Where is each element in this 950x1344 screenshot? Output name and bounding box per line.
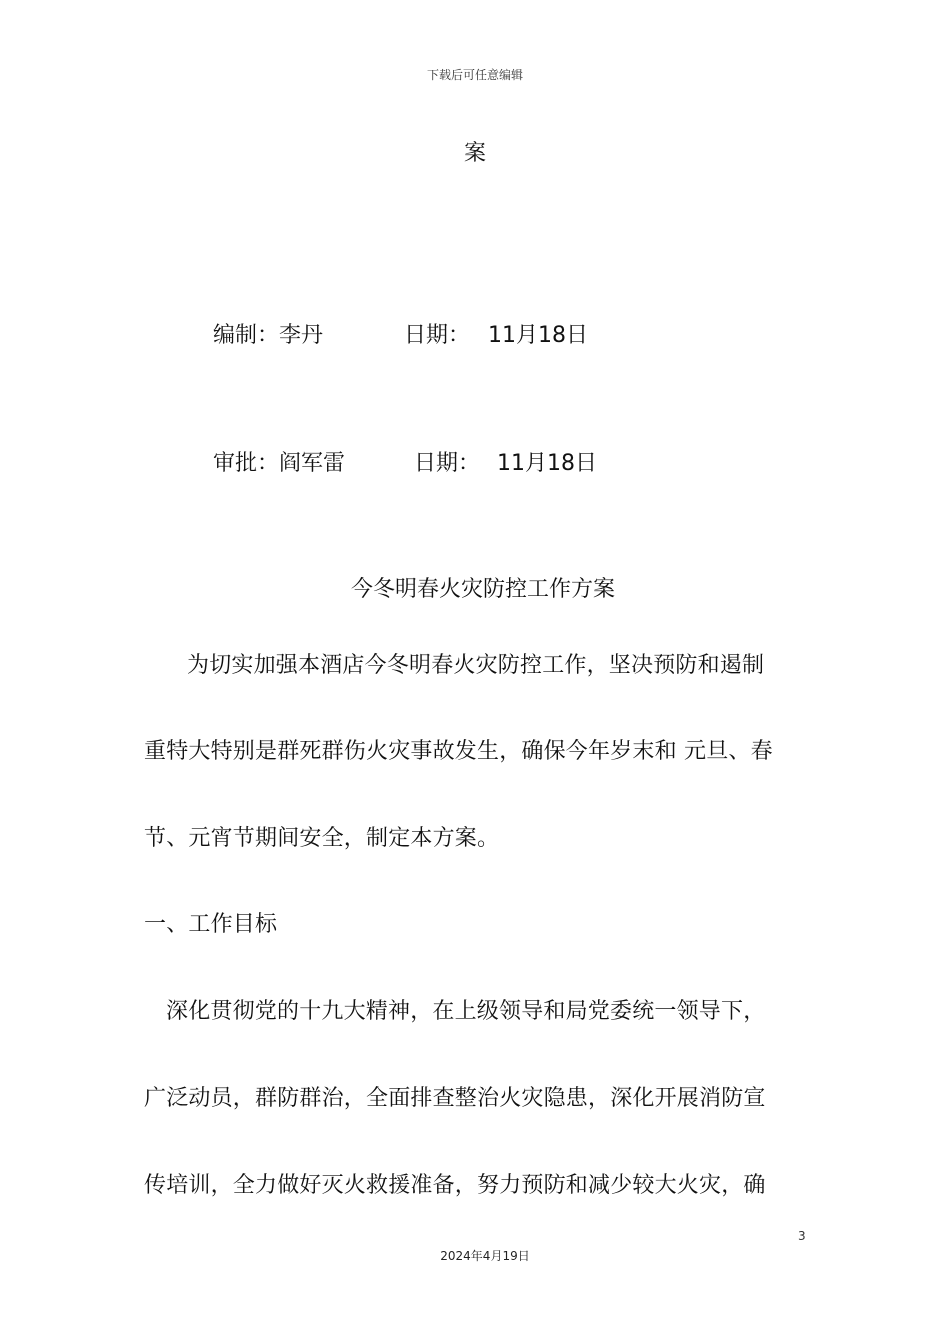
footer-date: 2024年4月19日 [440, 1249, 530, 1263]
body-line: 广泛动员，群防群治，全面排查整治火灾隐患，深化开展消防宣 [144, 1086, 766, 1111]
approved-date-value: 11月18日 [497, 451, 597, 476]
body-line: 为切实加强本酒店今冬明春火灾防控工作，坚决预防和遏制 [187, 653, 765, 678]
body-line: 深化贯彻党的十九大精神，在上级领导和局党委统一领导下， [166, 999, 766, 1024]
approved-date-label: 日期： [414, 451, 481, 476]
compiled-date-value: 11月18日 [488, 323, 588, 348]
title-fragment: 案 [463, 141, 486, 166]
document-title: 今冬明春火灾防控工作方案 [350, 577, 615, 602]
body-line: 节、元宵节期间安全，制定本方案。 [144, 826, 500, 851]
section-heading: 一、工作目标 [144, 912, 278, 937]
page-number: 3 [798, 1229, 806, 1243]
approved-by: 审批：阎军雷 [213, 451, 346, 476]
body-line: 传培训，全力做好灭火救援准备，努力预防和减少较大火灾，确 [144, 1173, 766, 1198]
header-note: 下载后可任意编辑 [426, 68, 523, 82]
body-line: 重特大特别是群死群伤火灾事故发生，确保今年岁末和 元旦、春 [144, 739, 773, 764]
compiled-by: 编制：李丹 [213, 323, 324, 348]
compiled-date-label: 日期： [404, 323, 471, 348]
